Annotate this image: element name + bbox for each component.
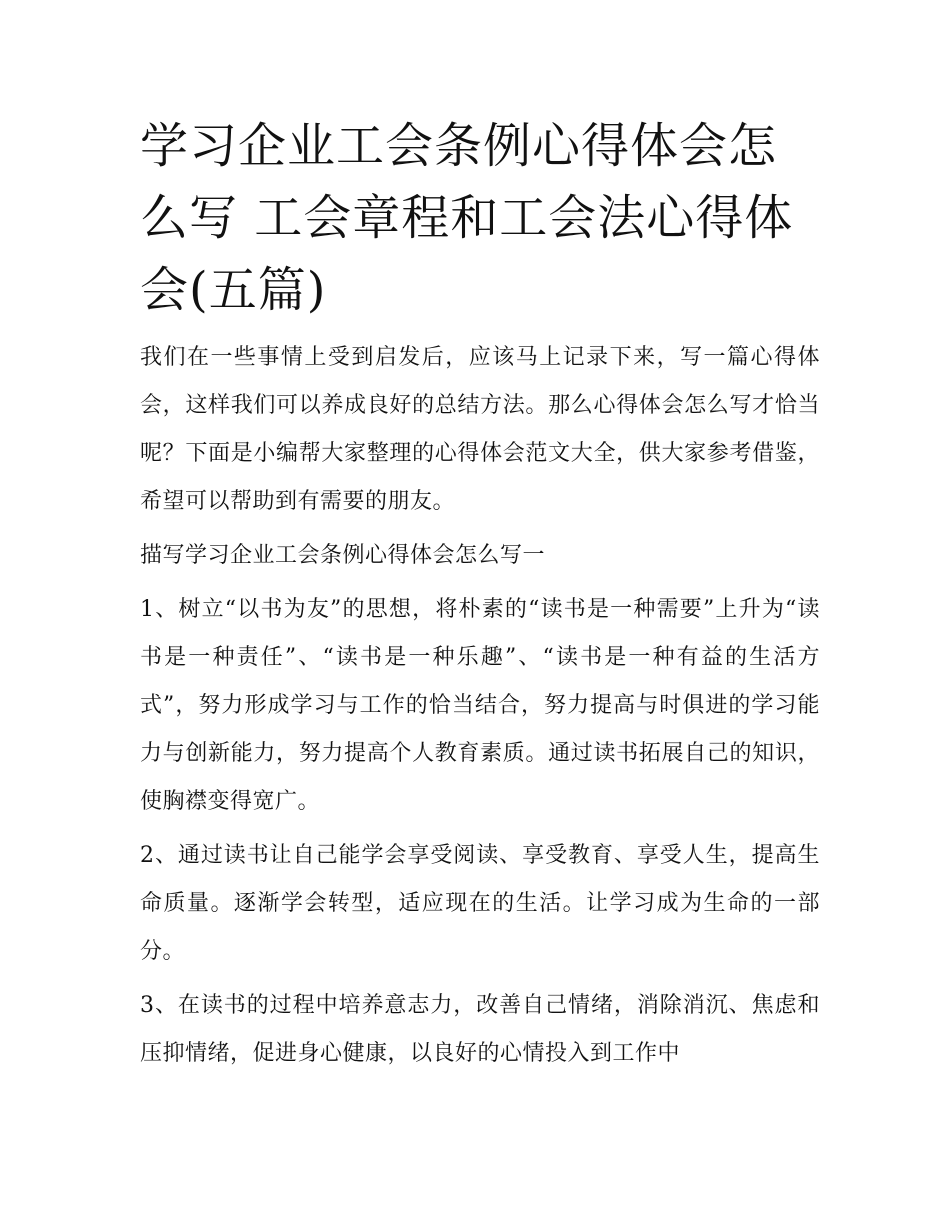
point-3-paragraph: 3、在读书的过程中培养意志力，改善自己情绪，消除消沉、焦虑和压抑情绪，促进身心健康，以良好的心情投入到工作中	[140, 993, 820, 1066]
point-2-paragraph: 2、通过读书让自己能学会享受阅读、享受教育、享受人生，提高生命质量。逐渐学会转型，适应现在的生活。让学习成为生命的一部分。	[140, 843, 820, 964]
section-heading: 描写学习企业工会条例心得体会怎么写一	[140, 543, 546, 568]
document-body	[140, 334, 820, 1078]
intro-paragraph: 我们在一些事情上受到启发后，应该马上记录下来，写一篇心得体会，这样我们可以养成良好的总结方法。那么心得体会怎么写才恰当呢？下面是小编帮大家整理的心得体会范文大全，供大家参考借鉴，希望可以帮助到有需要的朋友。	[140, 345, 820, 514]
point-1-paragraph: 1、树立“以书为友”的思想，将朴素的“读书是一种需要”上升为“读书是一种责任”、“读书是一种乐趣”、“读书是一种有益的生活方式”，努力形成学习与工作的恰当结合，努力提高与时俱进的学习能力与创新能力，努力提高个人教育素质。通过读书拓展自己的知识，使胸襟变得宽广。	[140, 597, 820, 814]
document-page	[140, 110, 820, 1084]
document-title: 学习企业工会条例心得体会怎么写 工会章程和工会法心得体会(五篇)	[140, 118, 794, 318]
